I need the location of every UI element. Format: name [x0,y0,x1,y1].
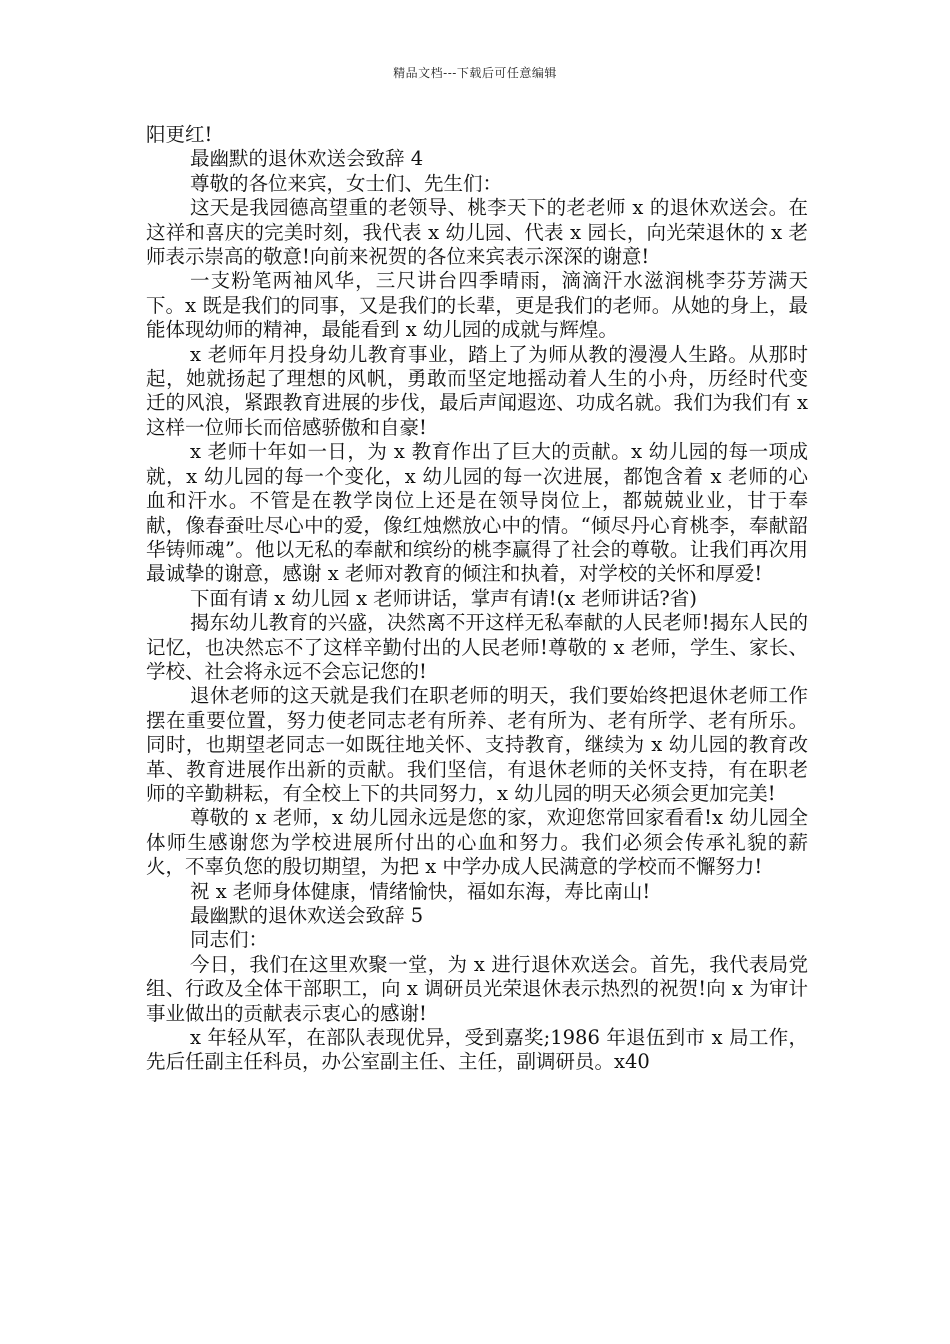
paragraph: 一支粉笔两袖风华，三尺讲台四季晴雨，滴滴汗水滋润桃李芬芳满天下。x 既是我们的同事，又是我们的长辈，更是我们的老师。从她的身上，最能体现幼师的精神，最能看到 x 幼儿园的成就与辉煌。 [146,269,808,342]
paragraph: 揭东幼儿教育的兴盛，决然离不开这样无私奉献的人民老师!揭东人民的记忆，也决然忘不了这样辛勤付出的人民老师!尊敬的 x 老师，学生、家长、学校、社会将永远不会忘记您的! [146,611,808,683]
paragraph: x 老师年月投身幼儿教育事业，踏上了为师从教的漫漫人生路。从那时起，她就扬起了理想的风帆，勇敢而坚定地摇动着人生的小舟，历经时代变迁的风浪，紧跟教育进展的步伐，最后声闻遐迩、功成名就。我们为我们有 x 这样一位师长而倍感骄傲和自豪! [146,342,808,439]
paragraph: 同志们： [190,928,269,952]
paragraph: 尊敬的 x 老师，x 幼儿园永远是您的家，欢迎您常回家看看!x 幼儿园全体师生感谢您为学校进展所付出的心血和努力。我们必须会传承礼貌的薪火，不辜负您的殷切期望，为把 x 中学办成人民满意的学校而不懈努力! [146,806,808,879]
paragraph: 下面有请 x 幼儿园 x 老师讲话，掌声有请!(x 老师讲话?省) [190,586,697,610]
paragraph: 退休老师的这天就是我们在职老师的明天，我们要始终把退休老师工作摆在重要位置，努力使老同志老有所养、老有所为、老有所学、老有所乐。同时，也期望老同志一如既往地关怀、支持教育，继续为 x 幼儿园的教育改革、教育进展作出新的贡献。我们坚信，有退休老师的关怀支持，有在职老师的辛勤耕耘，有全校上下的共同努力，x 幼儿园的明天必须会更加完美! [146,684,808,805]
paragraph: 这天是我园德高望重的老领导、桃李天下的老老师 x 的退休欢送会。在这祥和喜庆的完美时刻，我代表 x 幼儿园、代表 x 园长，向光荣退休的 x 老师表示崇高的敬意!向前来祝贺的各位来宾表示深深的谢意! [146,196,808,269]
page-header: 精品文档---下载后可任意编辑 [393,66,557,80]
paragraph: 阳更红! [146,123,213,146]
document-body [146,123,808,1075]
paragraph: x 老师十年如一日，为 x 教育作出了巨大的贡献。x 幼儿园的每一项成就，x 幼儿园的每一个变化，x 幼儿园的每一次进展，都饱含着 x 老师的心血和汗水。不管是在教学岗位上还是在领导岗位上，都兢兢业业，甘于奉献，像春蚕吐尽心中的爱，像红烛燃放心中的情。“倾尽丹心育桃李，奉献韶华铸师魂”。他以无私的奉献和缤纷的桃李赢得了社会的尊敬。让我们再次用最诚挚的谢意，感谢 x 老师对教育的倾注和执着，对学校的关怀和厚爱! [146,440,808,586]
paragraph: x 年轻从军，在部队表现优异，受到嘉奖;1986 年退伍到市 x 局工作，先后任副主任科员，办公室副主任、主任，副调研员。x40 [146,1026,808,1074]
paragraph: 最幽默的退休欢送会致辞 4 [190,147,424,171]
paragraph: 祝 x 老师身体健康，情绪愉快，福如东海，寿比南山! [190,879,651,903]
paragraph: 尊敬的各位来宾，女士们、先生们： [190,171,503,195]
paragraph: 今日，我们在这里欢聚一堂，为 x 进行退休欢送会。首先，我代表局党组、行政及全体干部职工，向 x 调研员光荣退休表示热烈的祝贺!向 x 为审计事业做出的贡献表示衷心的感谢! [146,952,808,1025]
paragraph: 最幽默的退休欢送会致辞 5 [190,904,424,927]
